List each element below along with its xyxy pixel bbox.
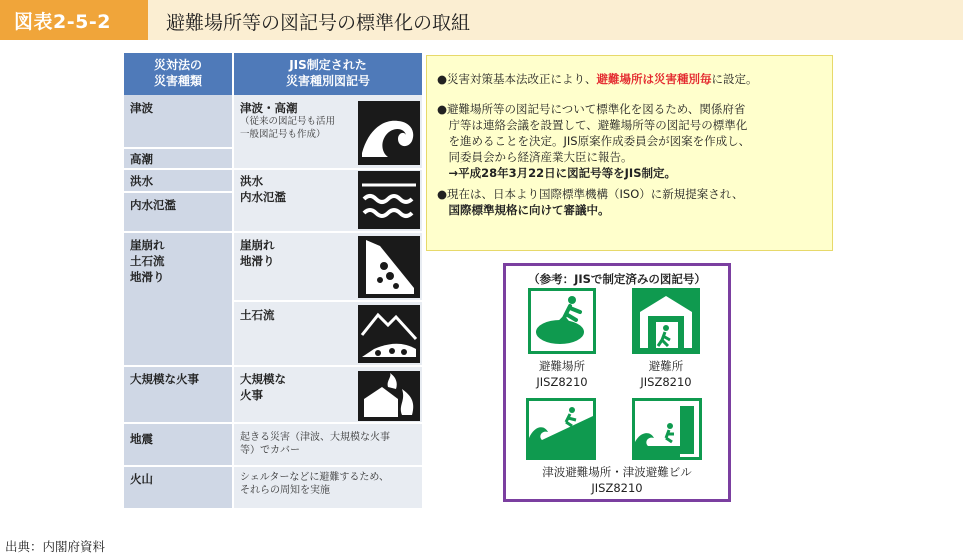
reference-box: [503, 263, 731, 502]
info-paragraph-3: ●現在は、日本より国際標準機構（ISO）に新規提案され、: [437, 187, 744, 201]
cell-naisui: 内水氾濫: [130, 198, 176, 212]
cell-kazan: 火山: [130, 472, 153, 486]
cell-tsunami-takashio: 津波・高潮: [240, 101, 298, 115]
cell-dosekiryu: 土石流: [240, 308, 275, 322]
cell-jishin-note: 起きる災害（津波、大規模な火事 等）でカバー: [240, 432, 390, 456]
row-separator: [124, 147, 232, 149]
figure-title: 避難場所等の図記号の標準化の取組: [166, 12, 471, 34]
row-separator: [124, 168, 422, 170]
cell-kasai-left: 大規模な火事: [130, 372, 199, 386]
cell-kasai-right: 大規模な 火事: [240, 372, 286, 402]
reference-title: （参考：JISで制定済みの図記号）: [528, 272, 706, 286]
figure-number-badge: [0, 0, 148, 40]
shelter-icon: [632, 288, 700, 354]
info-p3-highlight: 国際標準規格に向けて審議中。: [437, 203, 610, 217]
flood-icon: [358, 171, 420, 229]
row-separator: [124, 422, 422, 424]
info-p1-text: ●災害対策基本法改正により、: [437, 72, 597, 86]
caption-shelter: 避難所 JISZ8210: [640, 359, 692, 389]
caption-tsunami-evacuation: 津波避難場所・津波避難ビル JISZ8210: [542, 465, 692, 495]
info-p1-highlight: 避難場所は災害種別毎: [596, 72, 712, 86]
info-paragraph-2: ●避難場所等の図記号について標準化を図るため、関係府省 庁等は連絡会議を設置して、避難場所等の図記号の標準化 を進めることを決定。JIS原案作成委員会が図案を作成し、 同委員会から経済産業大臣に報告。: [437, 102, 751, 164]
row-separator: [124, 465, 422, 467]
figure-header: [0, 0, 963, 40]
cell-kouzui: 洪水: [130, 174, 153, 188]
fire-icon: [358, 371, 420, 421]
info-box: [426, 55, 833, 251]
info-p2-highlight: →平成28年3月22日に図記号等をJIS制定。: [437, 166, 676, 180]
evacuation-area-icon: [528, 288, 596, 354]
row-separator: [234, 300, 422, 302]
landslide-icon: [358, 236, 420, 298]
table-header: [124, 53, 422, 95]
debris-flow-icon: [358, 305, 420, 363]
cell-gake-right: 崖崩れ 地滑り: [240, 238, 275, 268]
cell-tsunami-note: （従来の図記号も活用 一般図記号も作成）: [240, 116, 336, 140]
info-p1-text-end: に設定。: [711, 72, 758, 86]
table-divider: [232, 53, 234, 508]
row-separator: [124, 231, 422, 233]
tsunami-evacuation-building-icon: [632, 398, 702, 460]
cell-takashio: 高潮: [130, 152, 153, 166]
source-note: 出典：内閣府資料: [5, 539, 106, 554]
cell-tsunami: 津波: [130, 101, 153, 115]
cell-kouzui-naisui: 洪水 内水氾濫: [240, 174, 286, 204]
row-separator: [124, 365, 422, 367]
figure-number: 図表2-5-2: [14, 11, 111, 33]
table-header-col2: JIS制定された 災害種別図記号: [285, 58, 370, 88]
row-separator: [124, 191, 232, 193]
table-header-col1: 災対法の 災害種類: [153, 58, 202, 88]
cell-kazan-note: シェルターなどに避難するため、 それらの周知を実施: [240, 472, 389, 496]
cell-gake-left: 崖崩れ 土石流 地滑り: [130, 238, 165, 284]
cell-jishin: 地震: [130, 432, 153, 446]
caption-evacuation-area: 避難場所 JISZ8210: [536, 359, 588, 389]
disaster-symbol-table: [124, 53, 422, 508]
tsunami-icon: [358, 101, 420, 165]
tsunami-evacuation-area-icon: [526, 398, 596, 460]
info-paragraph-1: [437, 71, 758, 87]
